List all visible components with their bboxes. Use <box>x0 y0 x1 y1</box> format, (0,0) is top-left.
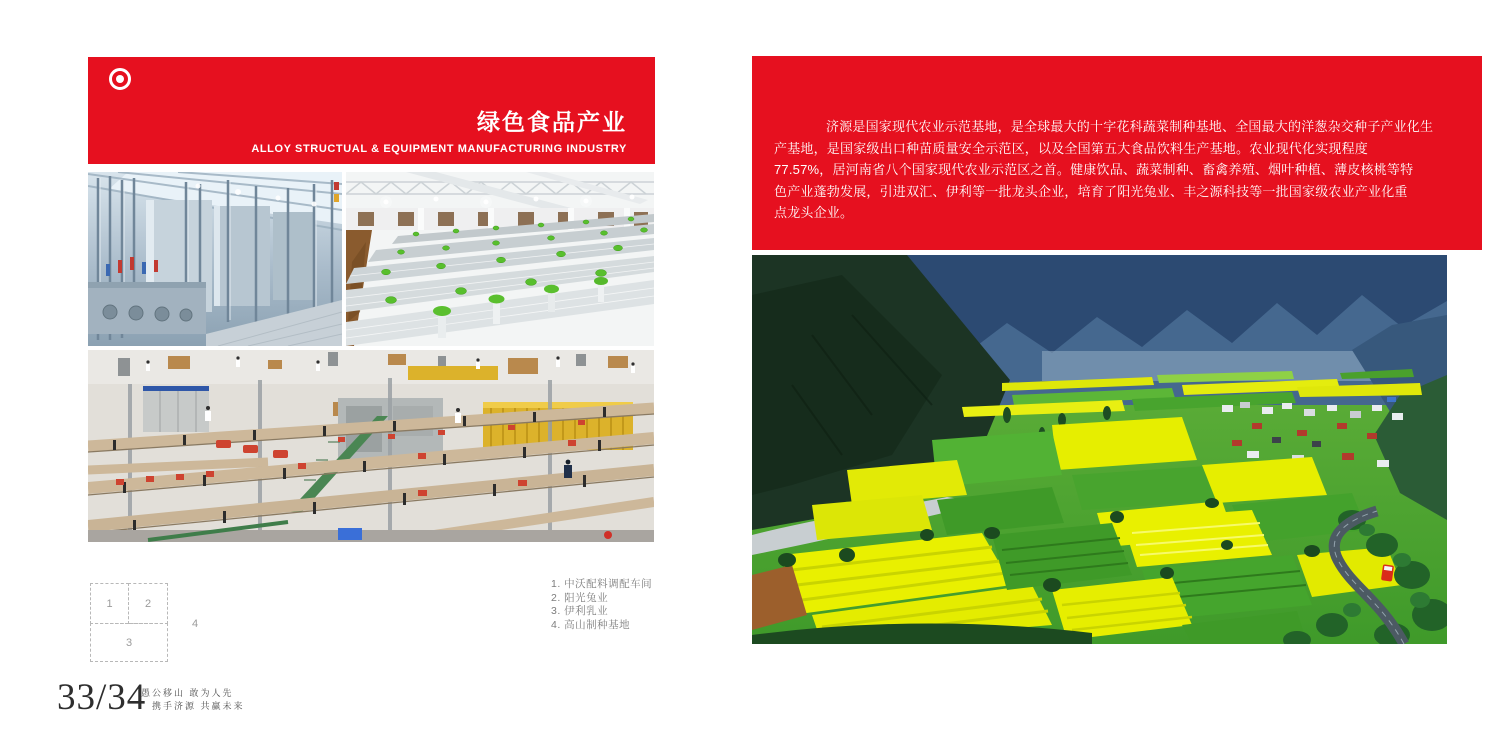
diagram-number-2: 2 <box>144 597 152 610</box>
section-subtitle: ALLOY STRUCTUAL & EQUIPMENT MANUFACTURING INDUSTRY <box>251 143 627 155</box>
diagram-number-1: 1 <box>106 597 113 610</box>
section-banner <box>88 57 655 164</box>
caption-4: 4. 高山制种基地 <box>551 618 631 631</box>
intro-line-1: 济源是国家现代农业示范基地，是全球最大的十字花科蔬菜制种基地、全国最大的洋葱杂交种子产业化生 <box>826 119 1434 134</box>
intro-line-3: 77.57%，居河南省八个国家现代农业示范区之首。健康饮品、蔬菜制种、畜禽养殖、烟叶种植、薄皮核桃等特 <box>774 162 1414 177</box>
target-icon-dot <box>116 75 124 83</box>
page-number: 33/34 <box>57 677 147 718</box>
intro-paragraph <box>774 116 1434 224</box>
diagram-cell-2 <box>128 583 168 624</box>
slogan-line-1: 愚公移山 敢为人先 <box>141 688 234 698</box>
caption-1: 1. 中沃配料调配车间 <box>551 578 653 590</box>
diagram-cell-3 <box>90 623 168 662</box>
target-icon <box>109 68 131 90</box>
intro-line-5: 点龙头企业。 <box>774 205 854 220</box>
diagram-number-3: 3 <box>125 636 133 649</box>
slogan-line-2: 携手济源 共赢未来 <box>152 701 245 711</box>
intro-text-block <box>752 56 1482 250</box>
photo-sunshine-rabbit-farm <box>346 172 654 346</box>
photo-layout-diagram <box>90 583 168 662</box>
photo-caption-list <box>551 578 652 632</box>
section-title: 绿色食品产业 <box>477 109 627 135</box>
caption-2: 2. 阳光兔业 <box>551 591 609 604</box>
diagram-cell-1 <box>90 583 129 624</box>
intro-line-2: 产基地，是国家级出口种苗质量安全示范区，以及全国第五大食品饮料生产基地。农业现代化实现程度 <box>774 140 1369 156</box>
photo-ingredient-blending-workshop <box>88 172 342 346</box>
diagram-number-4: 4 <box>192 618 199 630</box>
caption-3: 3. 伊利乳业 <box>551 605 609 617</box>
photo-yili-dairy-production-line <box>88 350 654 542</box>
photo-highland-seed-base-valley <box>752 255 1447 644</box>
intro-line-4: 色产业蓬勃发展，引进双汇、伊利等一批龙头企业，培育了阳光兔业、丰之源科技等一批国家级农业产业化重 <box>774 183 1408 199</box>
